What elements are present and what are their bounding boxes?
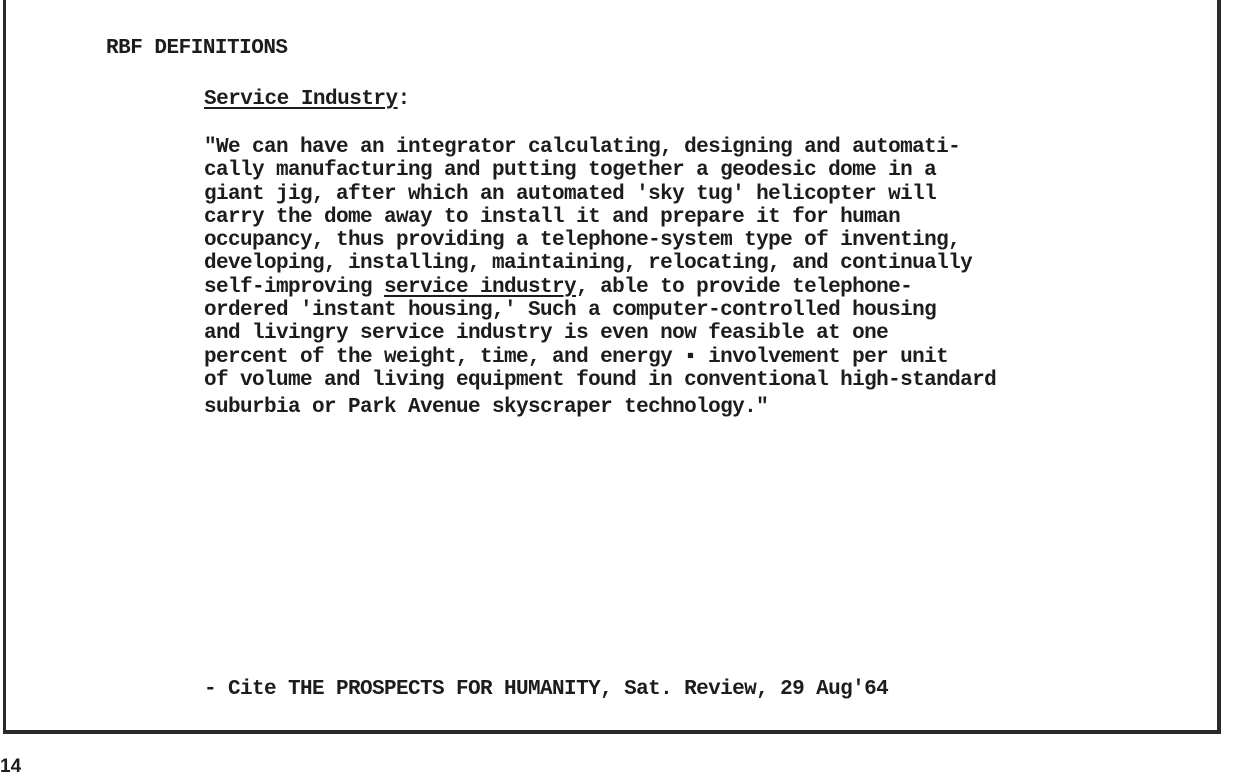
page-number: 14 bbox=[0, 756, 22, 777]
page-title: RBF DEFINITIONS bbox=[106, 37, 288, 60]
quote-line: occupancy, thus providing a telephone-system type of inventing, bbox=[204, 229, 961, 253]
quote-line: suburbia or Park Avenue skyscraper technology." bbox=[204, 396, 769, 420]
term-colon: : bbox=[397, 88, 410, 111]
quote-line bbox=[204, 276, 996, 299]
term-label: Service Industry bbox=[204, 88, 398, 111]
quote-text: , able to provide telephone- bbox=[576, 275, 913, 299]
quote-line: ordered 'instant housing,' Such a computer-controlled housing bbox=[204, 299, 937, 323]
quote-line: and livingry service industry is even now feasible at one bbox=[204, 322, 889, 346]
quote-line: of volume and living equipment found in conventional high-standard bbox=[204, 368, 997, 392]
quote-line: cally manufacturing and putting together a geodesic dome in a bbox=[204, 159, 937, 183]
term-heading bbox=[204, 88, 410, 111]
quote-line: "We can have an integrator calculating, designing and automati- bbox=[204, 136, 961, 159]
quote-emphasis: service industry bbox=[384, 275, 577, 299]
quote-text: self-improving bbox=[204, 275, 385, 299]
quote-line: developing, installing, maintaining, relocating, and continually bbox=[204, 252, 973, 276]
citation: - Cite THE PROSPECTS FOR HUMANITY, Sat. Review, 29 Aug'64 bbox=[204, 678, 889, 701]
definition-quote bbox=[204, 136, 996, 420]
quote-line: percent of the weight, time, and energy ▪ involvement per unit bbox=[204, 345, 949, 369]
quote-line: carry the dome away to install it and prepare it for human bbox=[204, 205, 901, 229]
quote-line: giant jig, after which an automated 'sky tug' helicopter will bbox=[204, 182, 937, 206]
